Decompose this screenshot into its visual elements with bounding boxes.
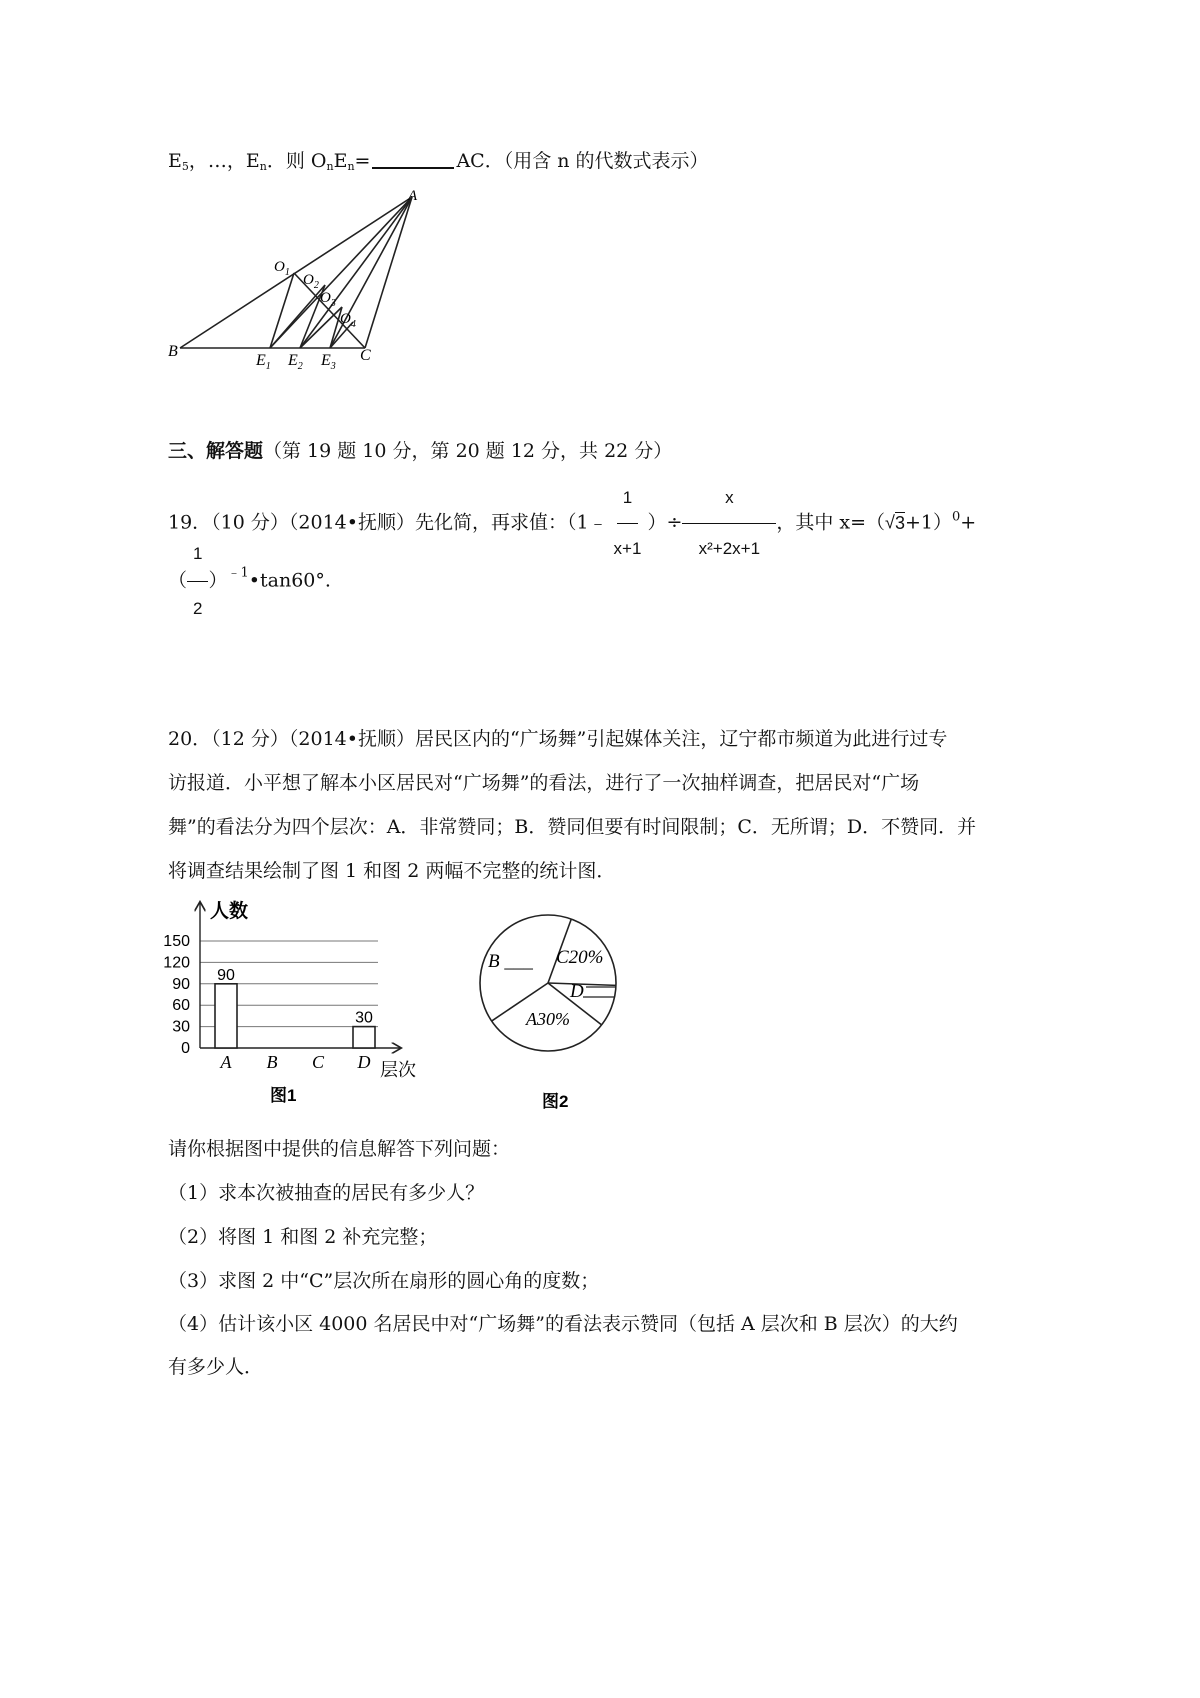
q19-suffix: •tan60°. xyxy=(248,569,331,592)
frac3-den: 2 xyxy=(193,599,203,618)
q19-prefix: 19．（10 分）（2014•抚顺）先化简，再求值：（1﹣ xyxy=(168,511,608,534)
q19-open-paren: （ xyxy=(168,569,188,592)
q18-text-1: E xyxy=(168,150,182,172)
bars xyxy=(215,967,375,1048)
y-tick-150: 150 xyxy=(163,933,190,950)
label-o2: $O_2$ xyxy=(303,272,319,291)
y-tick-0: 0 xyxy=(181,1040,190,1057)
q19-plus: + xyxy=(960,511,977,534)
answer-blank[interactable] xyxy=(372,149,454,169)
q18-sub-n1: n xyxy=(259,160,267,173)
pie-d-hatch xyxy=(583,987,616,997)
label-c: C xyxy=(360,347,371,364)
pie-chart-figure-2 xyxy=(470,905,670,1120)
q19-close-paren: ） xyxy=(208,569,228,592)
sqrt-expression: √3 xyxy=(885,512,905,533)
bar-value-label-D: 30 xyxy=(355,1009,373,1027)
q18-text-3: ．则 O xyxy=(266,150,327,172)
frac2-num: x xyxy=(682,474,776,524)
q19-fraction-1 xyxy=(608,474,648,573)
q19-line2 xyxy=(168,528,331,635)
q20-ask: 请你根据图中提供的信息解答下列问题： xyxy=(168,1138,511,1160)
pie-label-b: B ___ xyxy=(488,951,533,972)
q19-div: ）÷ xyxy=(647,511,683,534)
q19-fraction-2 xyxy=(682,474,776,573)
q19-exp-neg1: ﹣1 xyxy=(227,565,249,581)
frac1-den: x+1 xyxy=(613,539,642,558)
bar-A xyxy=(215,984,237,1048)
segment-e1o2 xyxy=(270,285,325,348)
q20-line1: 20．（12 分）（2014•抚顺）居民区内的“广场舞”引起媒体关注，辽宁都市频道为此进行过专 xyxy=(168,728,948,750)
segment-ca xyxy=(365,197,412,348)
frac3-num: 1 xyxy=(187,528,208,582)
triangle-figure xyxy=(160,185,430,375)
label-e2: $E_2$ xyxy=(288,352,303,372)
pie-label-a: A30% xyxy=(526,1009,570,1029)
q20-line4: 将调查结果绘制了图 1 和图 2 两幅不完整的统计图． xyxy=(168,860,616,882)
q19-after-sqrt: +1） xyxy=(904,511,952,534)
q18-sub-5: 5 xyxy=(181,160,189,173)
y-tick-120: 120 xyxy=(163,954,190,972)
q18-sub-n2: n xyxy=(326,160,334,173)
x-axis-label: 层次 xyxy=(380,1060,416,1080)
sqrt-radicand: 3 xyxy=(894,512,905,533)
q18-text-5: = xyxy=(354,150,371,172)
figure-2-caption: 图2 xyxy=(542,1092,569,1111)
q18-text-2: ，…，E xyxy=(188,150,260,172)
section-title: 三、解答题 xyxy=(168,440,264,462)
y-tick-30: 30 xyxy=(172,1018,190,1036)
q20-sub4a: （4）估计该小区 4000 名居民中对“广场舞”的看法表示赞同（包括 A 层次和 B 层次）的大约 xyxy=(168,1313,958,1335)
figure-1-caption: 图1 xyxy=(270,1086,297,1105)
q18-answer-line xyxy=(168,146,709,173)
q20-sub2: （2）将图 1 和图 2 补充完整； xyxy=(168,1226,438,1248)
bar-chart-figure-1 xyxy=(160,895,430,1110)
label-e1: $E_1$ xyxy=(256,352,271,372)
label-o3: $O_3$ xyxy=(320,290,336,309)
q20-sub1: （1）求本次被抽查的居民有多少人？ xyxy=(168,1182,485,1204)
q18-text-6: AC．（用含 n 的代数式表示） xyxy=(456,150,709,172)
q19-exp-0: 0 xyxy=(951,509,961,525)
segment-ab xyxy=(180,197,412,348)
x-tick-B: B xyxy=(266,1052,278,1072)
y-tick-90: 90 xyxy=(172,975,190,993)
bar-D xyxy=(353,1027,375,1048)
x-tick-C: C xyxy=(311,1052,325,1072)
segment-ae2 xyxy=(300,197,412,348)
frac1-num: 1 xyxy=(617,474,638,524)
y-tick-60: 60 xyxy=(172,997,190,1015)
y-axis-label: 人数 xyxy=(210,901,249,922)
q20-line3: 舞”的看法分为四个层次：A．非常赞同；B．赞同但要有时间限制；C．无所谓；D．不赞同．并 xyxy=(168,816,977,838)
frac2-den: x²+2x+1 xyxy=(698,539,761,558)
q20-sub3: （3）求图 2 中“C”层次所在扇形的圆心角的度数； xyxy=(168,1270,600,1292)
q19-fraction-3 xyxy=(187,528,208,635)
q18-text-4: E xyxy=(333,150,348,172)
pie-label-c: C20% xyxy=(556,947,604,968)
pie-label-d: D xyxy=(570,981,584,1002)
x-tick-D: D xyxy=(357,1052,371,1072)
q18-sub-n3: n xyxy=(347,160,355,173)
label-b: B xyxy=(168,343,178,360)
q20-line2: 访报道．小平想了解本小区居民对“广场舞”的看法，进行了一次抽样调查，把居民对“广场 xyxy=(168,772,920,794)
label-o1: $O_1$ xyxy=(274,259,290,278)
q20-sub4b: 有多少人． xyxy=(168,1356,264,1378)
x-tick-A: A xyxy=(220,1052,232,1072)
label-a: A xyxy=(408,188,418,204)
y-tick-labels xyxy=(163,933,190,1057)
x-tick-labels xyxy=(220,1052,371,1072)
section-note: （第 19 题 10 分，第 20 题 12 分，共 22 分） xyxy=(263,440,673,462)
label-e3: $E_3$ xyxy=(321,352,336,372)
segment-o1e1 xyxy=(270,273,294,348)
q19-mid: ，其中 x=（ xyxy=(776,511,886,534)
label-o4: $O_4$ xyxy=(340,311,356,330)
bar-value-label-A: 90 xyxy=(217,966,235,984)
section-heading xyxy=(168,436,672,463)
